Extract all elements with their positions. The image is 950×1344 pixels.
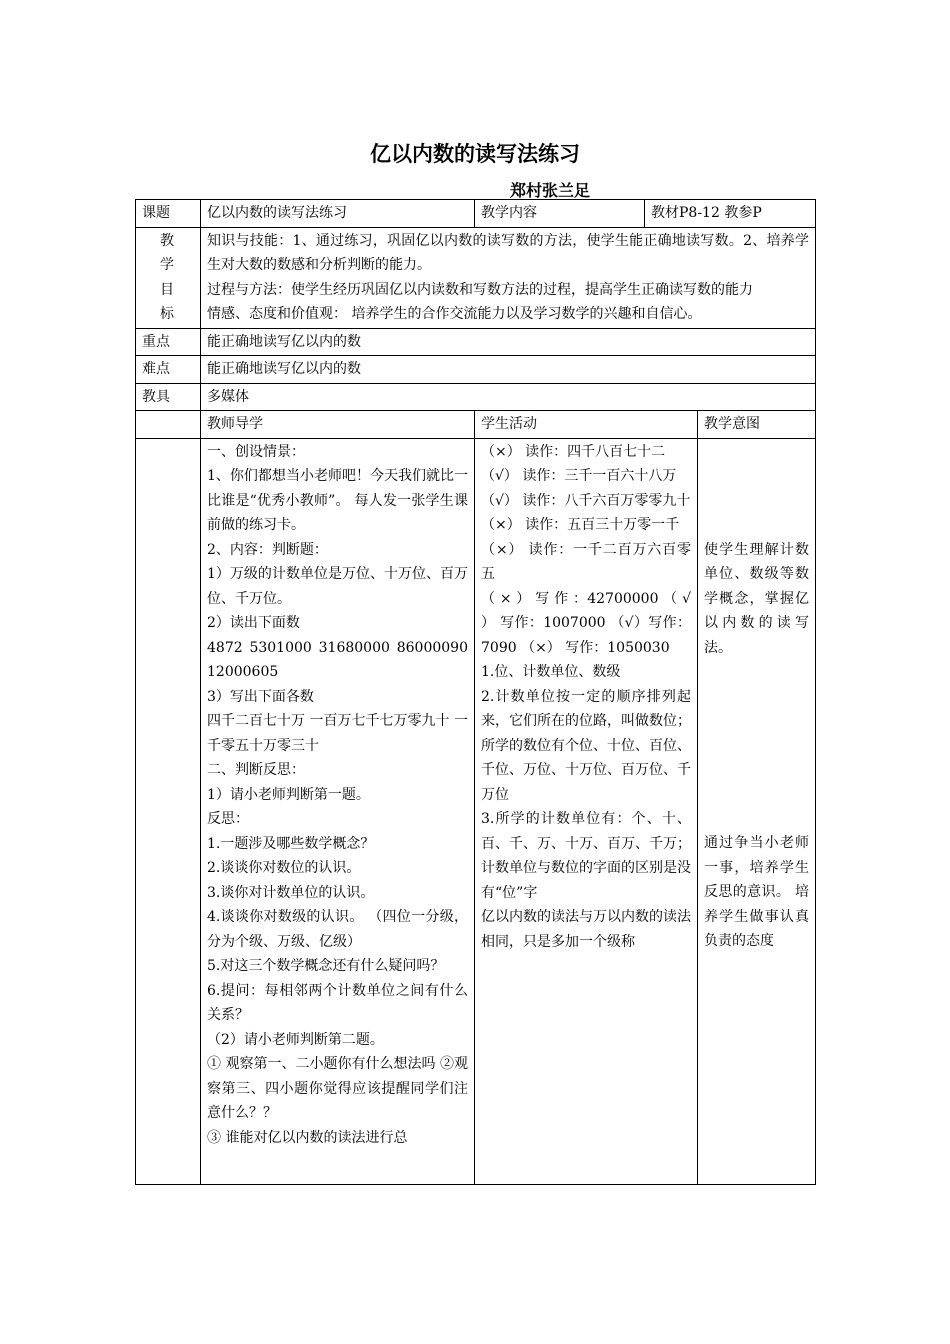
goals-label-char: 标 <box>160 306 174 322</box>
intent-spacer <box>704 440 809 538</box>
student-line: 亿以内数的读法与万以内数的读法相同，只是多加一个级称 <box>481 909 691 950</box>
student-header: 学生活动 <box>475 411 698 439</box>
teacher-line: 1.一题涉及哪些数学概念？ <box>207 835 375 852</box>
student-line: 2.计数单位按一定的顺序排列起来，它们所在的位路，叫做数位；所学的数位有个位、十位、百位、千位、万位、十万位、百万位、千万位 <box>481 688 691 803</box>
document-title: 亿以内数的读写法练习 <box>370 142 580 166</box>
student-line: （×） 读作：四千八百七十二 <box>481 443 666 460</box>
teacher-line: 4.谈谈你对数级的认识。 （四位一分级，分为个级、万级、亿级） <box>207 909 468 950</box>
teacher-line: 四千二百七十万 一百万七千七万零九十 一千零五十万零三十 <box>207 713 468 754</box>
teacher-line: 2.谈谈你对数位的认识。 <box>207 860 361 876</box>
intent-column <box>698 438 816 1184</box>
goals-label-char: 教 <box>160 232 174 249</box>
difficulty-value: 能正确地读写亿以内的数 <box>201 356 816 384</box>
teacher-line: 2、内容：判断题： <box>207 541 328 558</box>
intent-line: 使学生理解计数单位、数级等数学概念，掌握亿以内数的读写法。 <box>704 541 809 656</box>
tools-label: 教具 <box>136 383 201 411</box>
teacher-line: 3.谈你对计数单位的认识。 <box>207 884 375 901</box>
teacher-line: 3）写出下面各数 <box>207 688 314 705</box>
teacher-line: 二、判断反思： <box>207 762 305 778</box>
student-line: （√） 读作：八千六百万零零九十 <box>481 492 691 509</box>
student-column <box>475 438 698 1184</box>
author: 郑村张兰足 <box>510 181 591 200</box>
goals-label <box>136 227 201 328</box>
teacher-line: 5.对这三个数学概念还有什么疑问吗？ <box>207 958 445 974</box>
teacher-line: 1、你们都想当小老师吧！今天我们就比一比谁是“优秀小教师”。 每人发一张学生课前做的练习卡。 <box>207 468 468 533</box>
key-label: 重点 <box>136 328 201 356</box>
goal-knowledge: 知识与技能：1、通过练习，巩固亿以内数的读写数的方法，使学生能正确地读写数。2、培养学生对大数的数感和分析判断的能力。 <box>207 232 809 273</box>
teacher-line: （2）请小老师判断第二题。 <box>207 1031 384 1048</box>
student-line: 3.所学的计数单位有：个、十、百、千、万、十万、百万、千万；计数单位与数位的字面的区别是没有“位”字 <box>481 811 691 901</box>
empty-body-cell <box>136 438 201 1184</box>
empty-header-cell <box>136 411 201 439</box>
goals-label-char: 目 <box>160 281 174 298</box>
goals-label-char: 学 <box>160 257 174 273</box>
goals-content <box>201 227 816 328</box>
intent-line: 通过争当小老师 一事，培养学生反思的意识。 培养学生做事认真负责的态度 <box>704 835 809 949</box>
teacher-line: 1）万级的计数单位是万位、十万位、百万位、千万位。 <box>207 566 468 607</box>
key-value: 能正确地读写亿以内的数 <box>201 328 816 356</box>
content-label: 教学内容 <box>475 200 645 228</box>
topic-label: 课题 <box>136 200 201 228</box>
goal-process: 过程与方法：使学生经历巩固亿以内读数和写数方法的过程，提高学生正确读写数的能力 <box>207 281 753 298</box>
tools-value: 多媒体 <box>201 383 816 411</box>
teacher-line: 反思： <box>207 811 249 827</box>
student-line: （×） 读作：五百三十万零一千 <box>481 517 680 533</box>
student-line: 1.位、计数单位、数级 <box>481 664 621 680</box>
teacher-line: ③ 谁能对亿以内数的读法进行总 <box>207 1129 408 1146</box>
teacher-line: ① 观察第一、二小题你有什么想法吗 ②观察第三、四小题你觉得应该提醒同学们注意什么？？ <box>207 1056 468 1121</box>
teacher-header: 教师导学 <box>201 411 475 439</box>
student-line: （×） 读作：一千二百万六百零五 <box>481 541 691 582</box>
teacher-line: 6.提问：每相邻两个计数单位之间有什么关系？ <box>207 982 468 1023</box>
teacher-line: 一、创设情景： <box>207 443 305 460</box>
lesson-plan-table <box>135 199 816 1185</box>
teacher-column <box>201 438 475 1184</box>
intent-header: 教学意图 <box>698 411 816 439</box>
content-value: 教材P8-12 教参P <box>645 200 816 228</box>
teacher-line: 1）请小老师判断第一题。 <box>207 786 370 803</box>
student-line: （√） 读作：三千一百六十八万 <box>481 468 677 484</box>
student-line: （ × ） 写 作 ：42700000 （ √ ） 写作：1007000 （√）写作：7090 （×） 写作：1050030 <box>481 590 691 656</box>
difficulty-label: 难点 <box>136 356 201 384</box>
topic-value: 亿以内数的读写法练习 <box>201 200 475 228</box>
intent-spacer <box>704 660 809 831</box>
teacher-line: 4872 5301000 31680000 86000090 12000605 <box>207 639 468 680</box>
teacher-line: 2）读出下面数 <box>207 615 300 631</box>
goal-attitude: 情感、态度和价值观： 培养学生的合作交流能力以及学习数学的兴趣和自信心。 <box>207 306 702 322</box>
